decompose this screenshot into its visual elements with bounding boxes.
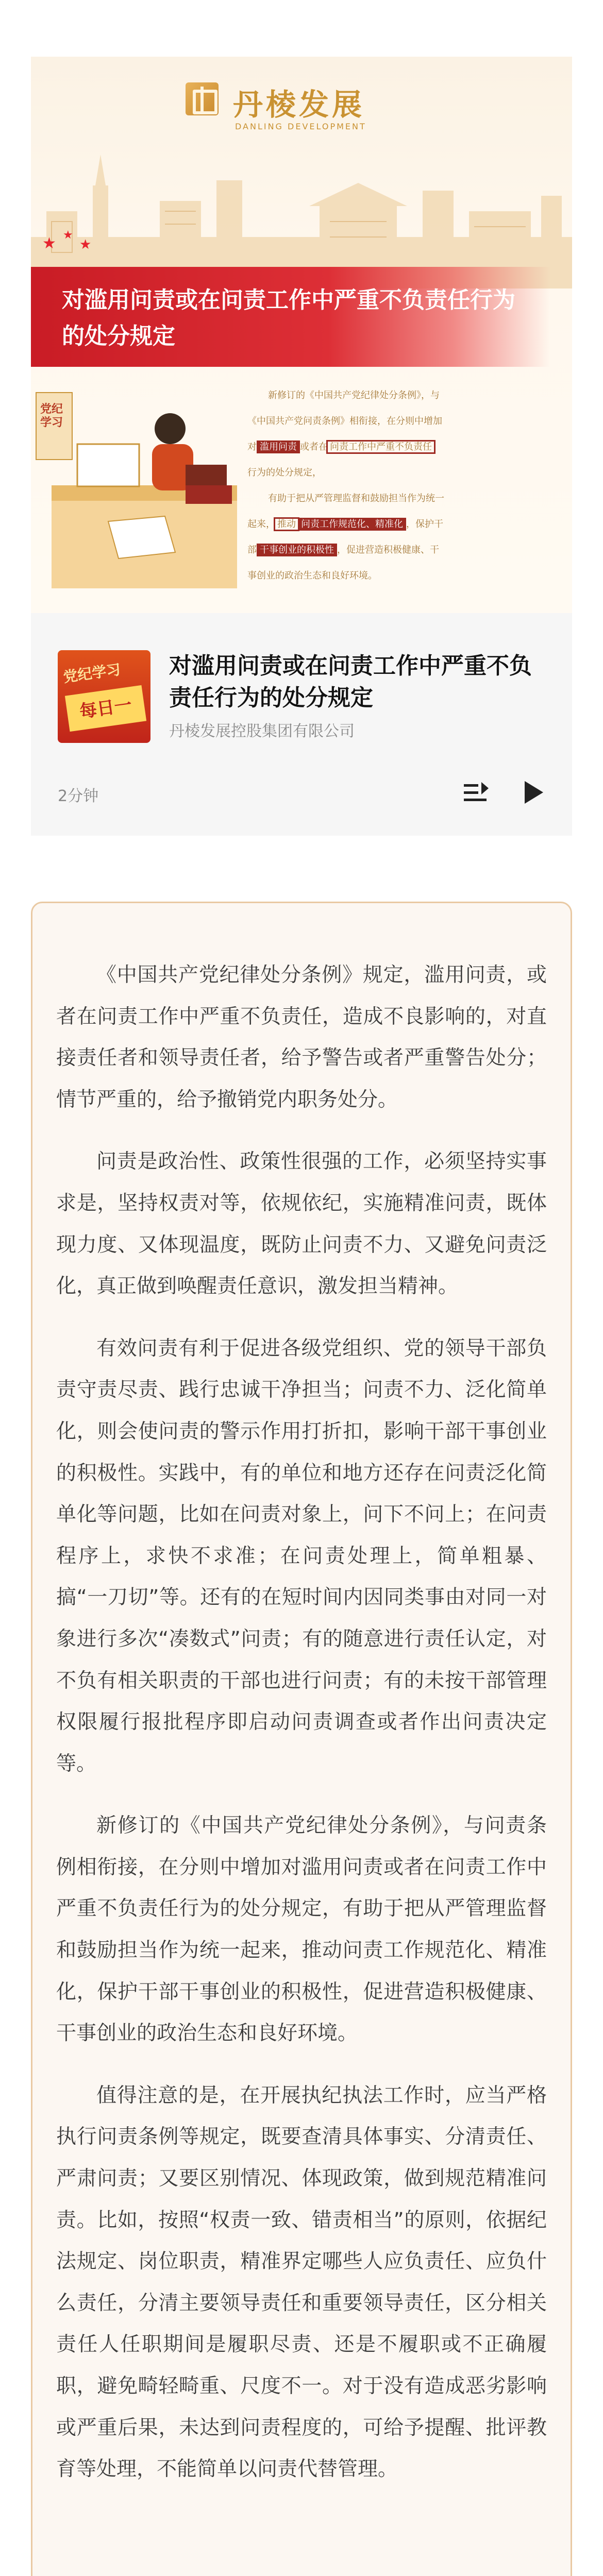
article-paragraph: 值得注意的是，在开展执纪执法工作时，应当严格执行问责条例等规定，既要查清具体事实、分清责任、严肃问责；又要区别情况、体现政策，做到规范精准问责。比如，按照“权责一致、错责相当”的原则，依据纪法规定、岗位职责，精准界定哪些人应负责任、应负什么责任，分清主要领导责任和重要领导责任，区分相关责任人任职期间是履职尽责、还是不履职或不正确履职，避免畸轻畸重、尺度不一。对于没有造成恶劣影响或严重后果，未达到问责程度的，可给予提醒、批评教育等处理，不能简单以问责代替管理。 — [56, 2083, 547, 2481]
illustration-area — [31, 367, 572, 613]
illustration-text-segment: 干事创业的积极性 — [257, 544, 337, 556]
illustration-text-segment: 行为的处分规定， — [247, 467, 322, 478]
banner-title: 对滥用问责或在问责工作中严重不负责任行为的处分规定 — [62, 287, 515, 349]
illustration-text-segment: ，保护干 — [406, 519, 443, 530]
video-duration: 2分钟 — [58, 787, 99, 805]
star-icon: ★ — [42, 234, 56, 252]
illustration-text — [247, 382, 567, 609]
header-banner — [31, 57, 572, 613]
illustration-text-segment: 部 — [247, 545, 257, 555]
illustration-text-line — [247, 439, 567, 455]
video-thumbnail[interactable] — [58, 650, 150, 743]
brand-name: 丹棱发展 — [233, 87, 365, 122]
city-skyline-illustration — [31, 134, 572, 289]
illustration-text-segment: 起来， — [247, 519, 275, 530]
illustration-text-line — [247, 490, 567, 507]
illustration-text-line — [247, 465, 567, 481]
thumbnail-line2: 每日一 — [65, 685, 146, 732]
playlist-icon[interactable] — [460, 777, 491, 808]
illustration-text-segment: ，促进营造积极健康、干 — [337, 545, 439, 555]
illustration-text-segment: 有助于把从严管理监督和鼓励担当作为统一 — [268, 493, 444, 504]
article-paragraph: 新修订的《中国共产党纪律处分条例》，与问责条例相衔接，在分则中增加对滥用问责或者在问责工作中严重不负责任行为的处分规定，有助于把从严管理监督和鼓励担当作为统一起来，推动问责工作规范化、精准化，保护干部干事创业的积极性，促进营造积极健康、干事创业的政治生态和良好环境。 — [56, 1814, 547, 2045]
illustration-text-segment: 或者在 — [300, 442, 328, 452]
star-icon: ★ — [63, 229, 73, 242]
video-title[interactable]: 对滥用问责或在问责工作中严重不负责任行为的处分规定 — [169, 653, 532, 711]
illustration-text-segment: 新修订的《中国共产党纪律处分条例》，与 — [268, 390, 440, 401]
article-paragraph: 《中国共产党纪律处分条例》规定，滥用问责，或者在问责工作中严重不负责任，造成不良影响的，对直接责任者和领导责任者，给予警告或者严重警告处分；情节严重的，给予撤销党内职务处分。 — [56, 963, 547, 1111]
illustration-text-line — [247, 568, 567, 584]
article-paragraph: 有效问责有利于促进各级党组织、党的领导干部负责守责尽责、践行忠诚干净担当；问责不力、泛化简单化，则会使问责的警示作用打折扣，影响干部干事创业的积极性。实践中，有的单位和地方还存在问责泛化简单化等问题，比如在问责对象上，问下不问上；在问责程序上，求快不求准；在问责处理上，简单粗暴、搞“一刀切”等。还有的在短时间内因同类事由对同一对象进行多次“凑数式”问责；有的随意进行责任认定，对不负有相关职责的干部也进行问责；有的未按干部管理权限履行报批程序即启动问责调查或者作出问责决定等。 — [56, 1336, 547, 1775]
illustration-text-line — [247, 413, 567, 430]
illustration-text-line — [247, 387, 567, 404]
illustration-text-segment: 滥用问责 — [257, 440, 300, 453]
illustration-text-line — [247, 516, 567, 533]
brand-name-en: DANLING DEVELOPMENT — [235, 122, 366, 131]
article-paragraph: 问责是政治性、政策性很强的工作，必须坚持实事求是，坚持权责对等，依规依纪，实施精准问责，既体现力度、又体现温度，既防止问责不力、又避免问责泛化，真正做到唤醒责任意识，激发担当精神。 — [56, 1150, 547, 1298]
video-source: 丹棱发展控股集团有限公司 — [169, 722, 355, 740]
video-card[interactable] — [31, 613, 572, 836]
illustration-text-segment: 推动 — [275, 519, 298, 530]
article-text — [56, 955, 547, 2511]
illustration-text-segment: 事创业的政治生态和良好环境。 — [247, 570, 377, 581]
illustration-text-line — [247, 542, 567, 558]
brand-logo-icon — [186, 82, 219, 115]
thumbnail-line1: 党纪学习 — [62, 660, 122, 686]
illustration-text-segment: 问责工作规范化、精准化 — [298, 518, 406, 531]
illustration-text-segment: 问责工作中严重不负责任 — [328, 442, 434, 452]
illustration-badge: 党纪学习 — [40, 403, 63, 429]
play-icon[interactable] — [516, 777, 547, 808]
star-icon: ★ — [79, 237, 92, 252]
illustration-text-segment: 对 — [247, 442, 257, 452]
banner-title-band — [31, 267, 572, 367]
decorative-stars — [42, 228, 104, 253]
article-body — [31, 902, 572, 2576]
illustration-text-segment: 《中国共产党问责条例》相衔接，在分则中增加 — [247, 416, 442, 427]
